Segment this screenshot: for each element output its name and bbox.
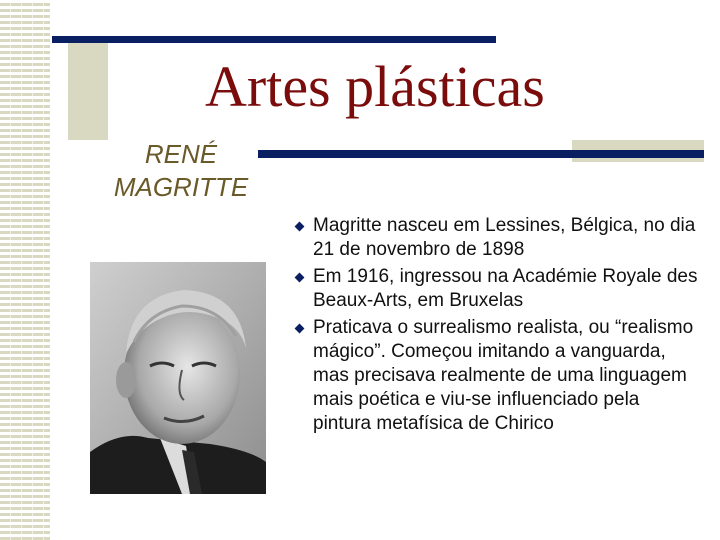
decorative-stripes [0, 0, 50, 540]
bullet-item [296, 265, 701, 313]
bullet-list [296, 214, 701, 439]
subtitle-line-first-name: RENÉ [144, 139, 218, 169]
subtitle-line-last-name: MAGRITTE [113, 172, 249, 202]
portrait-illustration [90, 262, 266, 494]
subtitle-rule [258, 150, 704, 158]
bullet-text: Em 1916, ingressou na Académie Royale des Beaux-Arts, em Bruxelas [313, 266, 698, 311]
portrait-photo [90, 262, 266, 494]
diamond-bullet-icon [295, 273, 305, 283]
slide-title: Artes plásticas [205, 54, 545, 119]
bullet-text: Praticava o surrealismo realista, ou “realismo mágico”. Começou imitando a vanguarda, mas precisava realmente de uma linguagem mais poética e viu-se influenciado pela pintura metafísica de Chirico [313, 317, 694, 434]
title-rule [52, 36, 496, 43]
diamond-bullet-icon [295, 222, 305, 232]
diamond-bullet-icon [295, 324, 305, 334]
bullet-item [296, 316, 701, 436]
decorative-beige-block [68, 40, 108, 140]
bullet-text: Magritte nasceu em Lessines, Bélgica, no dia 21 de novembro de 1898 [313, 215, 696, 260]
bullet-item [296, 214, 701, 262]
slide-subtitle [86, 138, 276, 204]
